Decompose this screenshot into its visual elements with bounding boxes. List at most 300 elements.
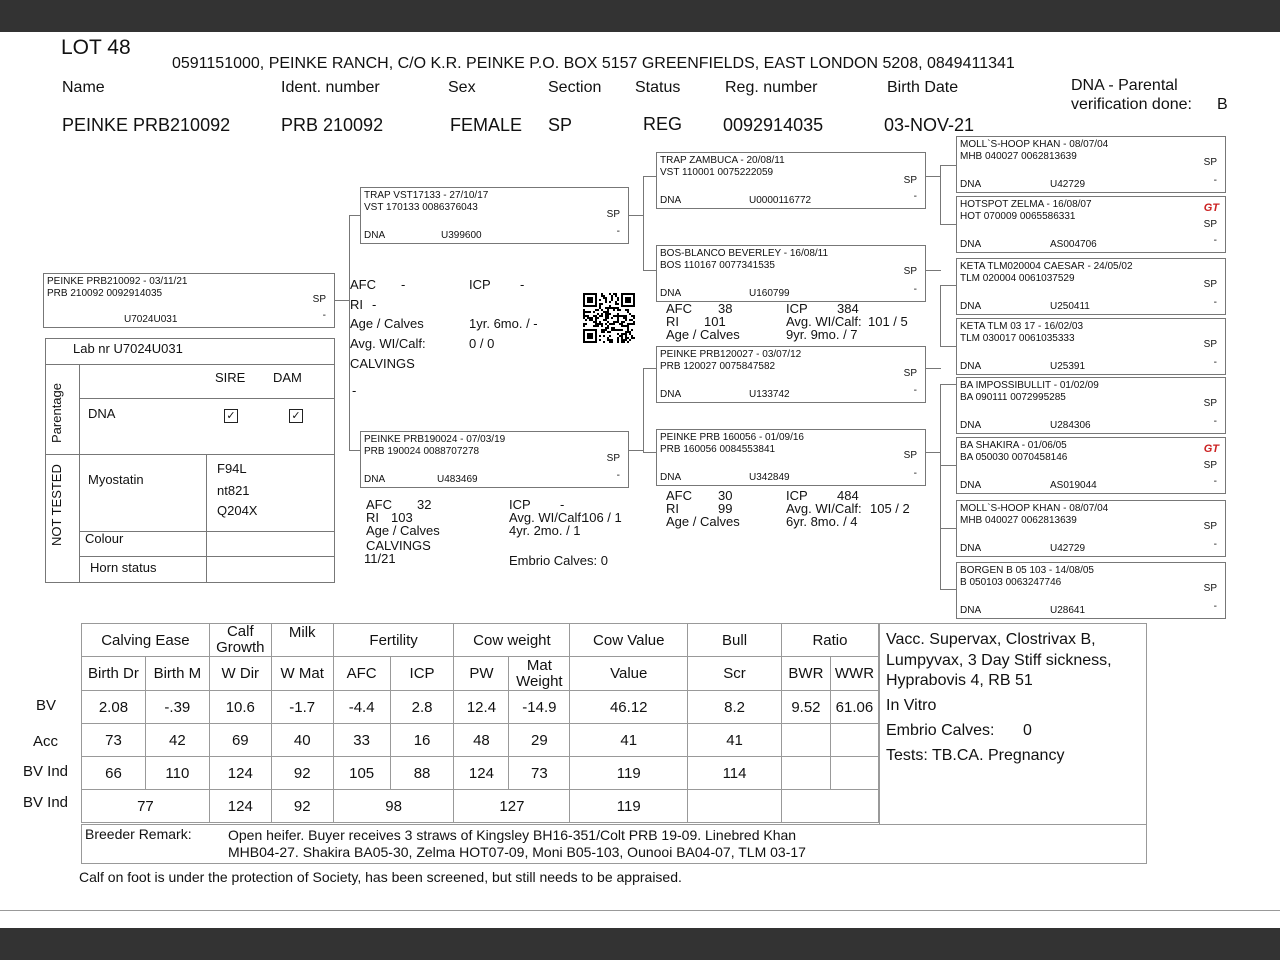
table-cell: 41 <box>688 724 782 757</box>
connector <box>940 165 957 166</box>
ggp-dna-label: DNA <box>960 361 982 372</box>
ggp-name: MOLL`S-HOOP KHAN - 08/07/04 <box>960 503 1109 514</box>
value-section: SP <box>548 115 573 135</box>
qr-code <box>583 293 635 343</box>
gp-section: SP <box>903 368 917 379</box>
gp-lab: U342849 <box>749 472 790 483</box>
col-group-bull: Bull <box>688 624 782 657</box>
table-cell: 2.08 <box>82 691 146 724</box>
label-sex: Sex <box>448 79 476 96</box>
animal-afc: - <box>401 277 406 292</box>
gp-ri: 99 <box>718 501 733 516</box>
sire-lab: U399600 <box>441 230 482 241</box>
animal-name: PEINKE PRB210092 - 03/11/21 <box>47 276 188 287</box>
dam-dna-checkbox <box>289 406 303 424</box>
table-cell: 69 <box>209 724 271 757</box>
connector <box>643 176 644 271</box>
animal-reg: PRB 210092 0092914035 <box>47 288 163 299</box>
animal-ri: - <box>372 297 377 312</box>
bottom-bar <box>0 928 1280 960</box>
connector <box>643 270 657 271</box>
calf-growth-l2: Growth <box>216 639 265 656</box>
ggp-section: SP <box>1203 460 1217 471</box>
great-grandparent-box <box>956 136 1226 193</box>
col-group-calf-growth <box>209 624 271 657</box>
remark-line: MHB04-27. Shakira BA05-30, Zelma HOT07-09, Moni B05-103, Ounooi BA04-07, TLM 03-17 <box>228 844 806 860</box>
col-group-cow-value: Cow Value <box>570 624 688 657</box>
calf-growth-l1: Calf <box>226 623 254 640</box>
table-cell: PW <box>454 657 509 691</box>
connector <box>925 368 941 369</box>
gp-avg-label: Avg. WI/Calf: <box>786 501 862 516</box>
sub-header-row <box>82 657 879 691</box>
top-bar <box>0 0 1280 32</box>
owner-line: 0591151000, PEINKE RANCH, C/O K.R. PEINKE P.O. BOX 5157 GREENFIELDS, EAST LONDON 5208, 0849411341 <box>172 55 1015 72</box>
gp-reg: VST 110001 0075222059 <box>660 167 774 178</box>
table-cell <box>830 724 878 757</box>
table-cell: 77 <box>82 790 210 823</box>
row-label: BV <box>36 697 57 714</box>
table-cell: BWR <box>781 657 830 691</box>
parentage-side-label: Parentage <box>49 383 64 443</box>
connector <box>628 215 644 216</box>
table-cell: 88 <box>390 757 454 790</box>
connector <box>940 452 941 590</box>
myostatin-value: nt821 <box>217 483 250 498</box>
animal-age: 1yr. 6mo. / - <box>469 316 538 331</box>
sire-dna-label: DNA <box>364 230 386 241</box>
divider <box>45 364 335 365</box>
connector <box>643 368 657 369</box>
ggp-dash: - <box>1213 235 1217 246</box>
footer-note: Calf on foot is under the protection of Society, has been screened, but still needs to be appraised. <box>79 869 682 885</box>
label-section: Section <box>548 79 602 96</box>
table-cell: Value <box>570 657 688 691</box>
ggp-reg: BA 050030 0070458146 <box>960 452 1068 463</box>
table-cell <box>509 657 570 691</box>
gp-age: 6yr. 8mo. / 4 <box>786 514 858 529</box>
animal-icp: - <box>520 277 525 292</box>
lot-number: LOT 48 <box>61 36 131 59</box>
gp-name: PEINKE PRB 160056 - 01/09/16 <box>660 432 804 443</box>
ggp-lab: U42729 <box>1050 179 1086 190</box>
table-cell: 12.4 <box>454 691 509 724</box>
table-row <box>82 691 879 724</box>
dam-calvings-label: CALVINGS <box>366 538 431 553</box>
myostatin-label: Myostatin <box>88 472 144 487</box>
dam-icp-label: ICP <box>509 497 531 512</box>
gp-name: PEINKE PRB120027 - 03/07/12 <box>660 349 802 360</box>
ggp-reg: BA 090111 0072995285 <box>960 392 1066 403</box>
dam-section: SP <box>606 453 620 464</box>
gp-lab: U0000116772 <box>749 195 812 206</box>
divider <box>206 454 207 583</box>
sire-section: SP <box>606 209 620 220</box>
row-label: Acc <box>33 733 59 750</box>
in-vitro: In Vitro <box>886 697 937 714</box>
animal-lab: U7024U031 <box>124 314 178 325</box>
dam-age: 4yr. 2mo. / 1 <box>509 523 581 538</box>
divider <box>79 364 80 583</box>
connector <box>643 452 657 453</box>
ggp-name: BORGEN B 05 103 - 14/08/05 <box>960 565 1094 576</box>
embrio-value: 0 <box>1023 722 1032 739</box>
dam-lab: U483469 <box>437 474 478 485</box>
gp-ri-label: RI <box>666 314 679 329</box>
great-grandparent-box <box>956 562 1226 619</box>
connector <box>940 346 957 347</box>
gp-dash: - <box>913 468 917 479</box>
mat-weight-l1: Mat <box>526 656 552 674</box>
gp-afc: 38 <box>718 301 733 316</box>
table-cell: AFC <box>333 657 390 691</box>
ggp-lab: AS004706 <box>1050 239 1097 250</box>
table-cell: 33 <box>333 724 390 757</box>
table-cell: 119 <box>570 757 688 790</box>
table-cell: ICP <box>390 657 454 691</box>
not-tested-side-label: NOT TESTED <box>49 464 64 546</box>
remark-line: Open heifer. Buyer receives 3 straws of Kingsley BH16-351/Colt PRB 19-09. Linebred Khan <box>228 827 797 843</box>
gp-age-label: Age / Calves <box>666 514 740 529</box>
label-birth: Birth Date <box>887 79 959 96</box>
table-cell <box>781 757 830 790</box>
grandparent-box <box>656 245 926 302</box>
table-cell: 105 <box>333 757 390 790</box>
value-sex: FEMALE <box>450 115 523 135</box>
table-cell: 124 <box>209 790 271 823</box>
dna-verification-value: B <box>1217 96 1228 113</box>
gp-afc-label: AFC <box>666 301 692 316</box>
ggp-dash: - <box>1213 175 1217 186</box>
gp-dna-label: DNA <box>660 472 682 483</box>
check-icon: ✓ <box>224 409 238 423</box>
sire-reg: VST 170133 0086376043 <box>364 202 478 213</box>
row-label: BV Ind <box>23 763 69 780</box>
vaccination-line: Vacc. Supervax, Clostrivax B, <box>886 631 1096 648</box>
table-cell: 41 <box>570 724 688 757</box>
myostatin-value: Q204X <box>217 503 258 518</box>
table-cell <box>830 757 878 790</box>
gp-icp: 484 <box>837 488 859 503</box>
gp-ri-label: RI <box>666 501 679 516</box>
table-cell: 73 <box>509 757 570 790</box>
animal-calvings: - <box>352 383 357 398</box>
dam-calvings: 11/21 <box>364 551 396 566</box>
gp-section: SP <box>903 266 917 277</box>
table-cell: 92 <box>271 757 333 790</box>
dam-icp: - <box>560 497 565 512</box>
animal-box <box>43 273 335 328</box>
table-cell: 29 <box>509 724 570 757</box>
gp-lab: U133742 <box>749 389 790 400</box>
dam-avg-label: Avg. WI/Calf: <box>509 510 585 525</box>
value-birth: 03-NOV-21 <box>884 115 975 135</box>
grandparent-box <box>656 346 926 403</box>
gp-dna-label: DNA <box>660 389 682 400</box>
dam-reg: PRB 190024 0088707278 <box>364 446 480 457</box>
connector <box>643 368 644 453</box>
ggp-dna-label: DNA <box>960 179 982 190</box>
gp-avg: 101 / 5 <box>868 314 908 329</box>
gp-afc: 30 <box>718 488 733 503</box>
ggp-section: SP <box>1203 398 1217 409</box>
ggp-lab: U42729 <box>1050 543 1086 554</box>
connector <box>940 285 957 286</box>
ggp-dash: - <box>1213 357 1217 368</box>
connector <box>334 300 350 301</box>
great-grandparent-box <box>956 258 1226 315</box>
ggp-reg: TLM 030017 0061035333 <box>960 333 1075 344</box>
table-cell: Birth M <box>145 657 209 691</box>
label-ident: Ident. number <box>281 79 380 96</box>
animal-dash: - <box>322 310 326 321</box>
check-icon: ✓ <box>289 409 303 423</box>
animal-section: SP <box>312 294 326 305</box>
dam-afc: 32 <box>417 497 432 512</box>
parentage-dna-label: DNA <box>88 406 116 421</box>
ggp-dna-label: DNA <box>960 301 982 312</box>
gp-reg: PRB 120027 0075847582 <box>660 361 776 372</box>
table-cell: -14.9 <box>509 691 570 724</box>
animal-icp-label: ICP <box>469 277 491 292</box>
gp-section: SP <box>903 175 917 186</box>
animal-avg-label: Avg. WI/Calf: <box>350 336 426 351</box>
ggp-reg: MHB 040027 0062813639 <box>960 151 1077 162</box>
value-name: PEINKE PRB210092 <box>62 115 231 135</box>
animal-avg: 0 / 0 <box>469 336 495 351</box>
gt-logo-icon: GT <box>1203 202 1219 214</box>
gp-avg: 105 / 2 <box>870 501 910 516</box>
table-row <box>82 724 879 757</box>
ggp-dash: - <box>1213 297 1217 308</box>
col-group-cow-weight: Cow weight <box>454 624 570 657</box>
table-cell: 92 <box>271 790 333 823</box>
sire-dash: - <box>616 226 620 237</box>
value-status: REG <box>643 114 683 134</box>
great-grandparent-box <box>956 500 1226 557</box>
animal-calvings-label: CALVINGS <box>350 356 415 371</box>
gp-avg-label: Avg. WI/Calf: <box>786 314 862 329</box>
ggp-section: SP <box>1203 521 1217 532</box>
connector <box>940 285 941 347</box>
table-cell: 73 <box>82 724 146 757</box>
col-group-calving-ease: Calving Ease <box>82 624 210 657</box>
ggp-dna-label: DNA <box>960 480 982 491</box>
col-group-ratio: Ratio <box>781 624 878 657</box>
dam-dash: - <box>616 470 620 481</box>
ggp-name: HOTSPOT ZELMA - 16/08/07 <box>960 199 1092 210</box>
table-row <box>82 790 879 823</box>
sire-box <box>360 187 629 244</box>
gp-name: BOS-BLANCO BEVERLEY - 16/08/11 <box>660 248 829 259</box>
gp-icp-label: ICP <box>786 488 808 503</box>
gp-dna-label: DNA <box>660 288 682 299</box>
label-dna-2: verification done: <box>1071 96 1192 113</box>
ggp-name: MOLL`S-HOOP KHAN - 08/07/04 <box>960 139 1109 150</box>
gp-afc-label: AFC <box>666 488 692 503</box>
footer-divider <box>0 910 1280 911</box>
table-cell: 124 <box>209 757 271 790</box>
label-reg: Reg. number <box>725 79 818 96</box>
dam-ri-label: RI <box>366 510 379 525</box>
ggp-lab: U25391 <box>1050 361 1086 372</box>
dam-box <box>360 431 629 488</box>
ggp-dna-label: DNA <box>960 239 982 250</box>
connector <box>643 176 657 177</box>
table-cell: 2.8 <box>390 691 454 724</box>
gp-ri: 101 <box>704 314 726 329</box>
table-cell: 40 <box>271 724 333 757</box>
tests: Tests: TB.CA. Pregnancy <box>886 747 1065 764</box>
table-cell: WWR <box>830 657 878 691</box>
dam-ri: 103 <box>391 510 413 525</box>
ggp-name: KETA TLM 03 17 - 16/02/03 <box>960 321 1084 332</box>
table-cell <box>781 724 830 757</box>
ggp-section: SP <box>1203 219 1217 230</box>
col-group-milk: Milk <box>271 624 333 657</box>
connector <box>628 450 644 451</box>
ggp-name: BA IMPOSSIBULLIT - 01/02/09 <box>960 380 1099 391</box>
gp-lab: U160799 <box>749 288 790 299</box>
table-cell: 46.12 <box>570 691 688 724</box>
gt-logo-icon: GT <box>1203 443 1219 455</box>
connector <box>940 465 957 466</box>
horn-status-label: Horn status <box>90 560 157 575</box>
parentage-lab-nr: Lab nr U7024U031 <box>73 341 183 356</box>
table-cell: W Dir <box>209 657 271 691</box>
connector <box>925 452 941 453</box>
table-cell: 114 <box>688 757 782 790</box>
animal-age-label: Age / Calves <box>350 316 424 331</box>
ggp-section: SP <box>1203 157 1217 168</box>
table-cell: 98 <box>333 790 454 823</box>
gp-dna-label: DNA <box>660 195 682 206</box>
mat-weight-l2: Weight <box>516 672 563 690</box>
table-cell: Birth Dr <box>82 657 146 691</box>
divider <box>79 398 335 399</box>
gp-dash: - <box>913 284 917 295</box>
connector <box>925 270 941 271</box>
grandparent-box <box>656 152 926 209</box>
dam-afc-label: AFC <box>366 497 392 512</box>
bv-table <box>81 623 879 823</box>
dam-age-label: Age / Calves <box>366 523 440 538</box>
ggp-section: SP <box>1203 279 1217 290</box>
ggp-dash: - <box>1213 601 1217 612</box>
table-cell <box>781 790 878 823</box>
value-ident: PRB 210092 <box>281 115 384 135</box>
gp-age-label: Age / Calves <box>666 327 740 342</box>
value-reg: 0092914035 <box>723 115 824 135</box>
embrio-label: Embrio Calves: <box>886 722 995 739</box>
connector <box>925 176 941 177</box>
row-label: BV Ind <box>23 794 69 811</box>
connector <box>940 224 957 225</box>
gp-name: TRAP ZAMBUCA - 20/08/11 <box>660 155 785 166</box>
table-cell: 66 <box>82 757 146 790</box>
gp-section: SP <box>903 450 917 461</box>
ggp-reg: B 050103 0063247746 <box>960 577 1062 588</box>
label-status: Status <box>635 79 681 96</box>
animal-afc-label: AFC <box>350 277 376 292</box>
gp-icp: 384 <box>837 301 859 316</box>
great-grandparent-box <box>956 318 1226 375</box>
ggp-lab: U250411 <box>1050 301 1090 312</box>
parentage-sire-label: SIRE <box>215 370 246 385</box>
connector <box>940 384 957 385</box>
table-cell: 119 <box>570 790 688 823</box>
table-cell: 48 <box>454 724 509 757</box>
table-cell: 61.06 <box>830 691 878 724</box>
col-group-fertility: Fertility <box>333 624 454 657</box>
remark-label: Breeder Remark: <box>85 826 192 842</box>
gp-age: 9yr. 9mo. / 7 <box>786 327 858 342</box>
great-grandparent-box <box>956 196 1226 253</box>
vaccination-line: Lumpyvax, 3 Day Stiff sickness, <box>886 652 1112 669</box>
ggp-name: BA SHAKIRA - 01/06/05 <box>960 440 1067 451</box>
table-cell <box>688 790 782 823</box>
ggp-reg: HOT 070009 0065586331 <box>960 211 1076 222</box>
table-cell: 16 <box>390 724 454 757</box>
table-cell: W Mat <box>271 657 333 691</box>
table-cell: -4.4 <box>333 691 390 724</box>
ggp-dna-label: DNA <box>960 420 982 431</box>
ggp-dna-label: DNA <box>960 543 982 554</box>
gp-reg: PRB 160056 0084553841 <box>660 444 776 455</box>
ggp-reg: MHB 040027 0062813639 <box>960 515 1077 526</box>
table-cell: 42 <box>145 724 209 757</box>
dam-avg: 106 / 1 <box>582 510 622 525</box>
ggp-dash: - <box>1213 476 1217 487</box>
dam-dna-label: DNA <box>364 474 386 485</box>
table-cell: 9.52 <box>781 691 830 724</box>
ggp-dash: - <box>1213 416 1217 427</box>
connector <box>940 528 957 529</box>
ggp-name: KETA TLM020004 CAESAR - 24/05/02 <box>960 261 1133 272</box>
gp-dash: - <box>913 191 917 202</box>
table-cell: 110 <box>145 757 209 790</box>
ggp-dna-label: DNA <box>960 605 982 616</box>
sire-name: TRAP VST17133 - 27/10/17 <box>364 190 489 201</box>
ggp-section: SP <box>1203 339 1217 350</box>
colour-label: Colour <box>85 531 124 546</box>
grandparent-box <box>656 429 926 486</box>
great-grandparent-box <box>956 437 1226 494</box>
gp-reg: BOS 110167 0077341535 <box>660 260 775 271</box>
ggp-section: SP <box>1203 583 1217 594</box>
table-cell: -1.7 <box>271 691 333 724</box>
vaccination-line: Hyprabovis 4, RB 51 <box>886 672 1033 689</box>
label-dna-1: DNA - Parental <box>1071 77 1178 94</box>
ggp-dash: - <box>1213 539 1217 550</box>
table-cell: 10.6 <box>209 691 271 724</box>
table-cell: 8.2 <box>688 691 782 724</box>
divider <box>79 556 335 557</box>
label-name: Name <box>62 79 105 96</box>
table-row <box>82 757 879 790</box>
ggp-lab: U28641 <box>1050 605 1086 616</box>
myostatin-value: F94L <box>217 461 247 476</box>
ggp-lab: AS019044 <box>1050 480 1097 491</box>
table-cell: 127 <box>454 790 570 823</box>
divider <box>45 454 335 455</box>
gp-icp-label: ICP <box>786 301 808 316</box>
gp-dash: - <box>913 385 917 396</box>
connector <box>940 589 957 590</box>
connector <box>940 165 941 225</box>
table-cell: Scr <box>688 657 782 691</box>
ggp-reg: TLM 020004 0061037529 <box>960 273 1075 284</box>
